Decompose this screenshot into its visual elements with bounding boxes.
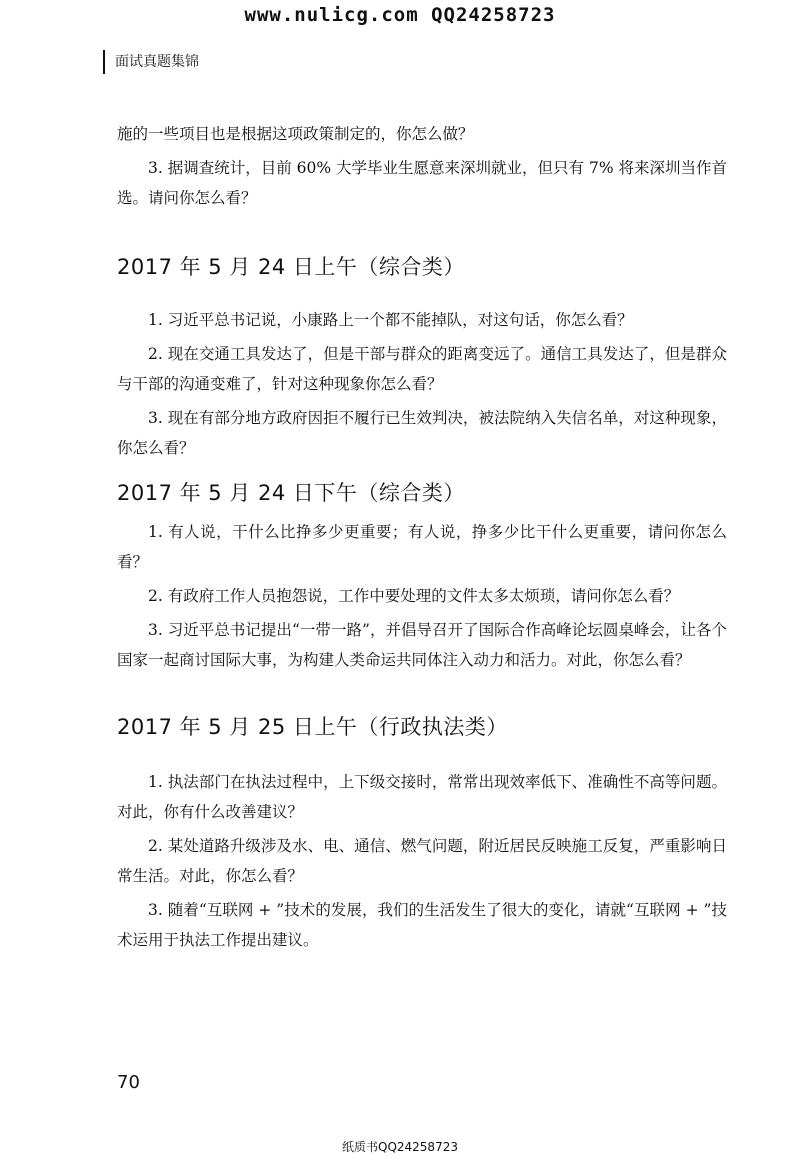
- question-item: 1. 习近平总书记说，小康路上一个都不能掉队，对这句话，你怎么看？: [148, 311, 633, 329]
- question-item: 2. 有政府工作人员抱怨说，工作中要处理的文件太多太烦琐，请问你怎么看？: [148, 587, 680, 605]
- question-item: 1. 有人说，干什么比挣多少更重要；有人说，挣多少比干什么更重要，请问你怎么看？: [117, 523, 727, 571]
- question-item: 3. 随着“互联网 + ”技术的发展，我们的生活发生了很大的变化，请就“互联网 + ”技术运用于执法工作提出建议。: [117, 901, 727, 949]
- question-item: 2. 现在交通工具发达了，但是干部与群众的距离变远了。通信工具发达了，但是群众与干部的沟通变难了，针对这种现象你怎么看？: [117, 345, 727, 393]
- section-heading: 2017 年 5 月 24 日上午（综合类）: [117, 255, 465, 279]
- section-heading: 2017 年 5 月 25 日上午（行政执法类）: [117, 715, 508, 739]
- watermark-header: www.nulicg.com QQ24258723: [244, 4, 556, 26]
- question-item: 1. 执法部门在执法过程中，上下级交接时，常常出现效率低下、准确性不高等问题。对此，你有什么改善建议？: [117, 773, 727, 821]
- question-item: 3. 现在有部分地方政府因拒不履行已生效判决，被法院纳入失信名单，对这种现象，你怎么看？: [117, 409, 727, 457]
- page-number: 70: [117, 1072, 140, 1093]
- running-head: 面试真题集锦: [103, 50, 199, 74]
- section-heading: 2017 年 5 月 24 日下午（综合类）: [117, 481, 465, 505]
- paragraph: 3. 据调查统计，目前 60% 大学毕业生愿意来深圳就业，但只有 7% 将来深圳当作首选。请问你怎么看？: [117, 159, 727, 207]
- page-content: [117, 119, 727, 955]
- question-item: 3. 习近平总书记提出“一带一路”，并倡导召开了国际合作高峰论坛圆桌峰会，让各个国家一起商讨国际大事，为构建人类命运共同体注入动力和活力。对此，你怎么看？: [117, 621, 727, 669]
- question-item: 2. 某处道路升级涉及水、电、通信、燃气问题，附近居民反映施工反复，严重影响日常生活。对此，你怎么看？: [117, 837, 727, 885]
- footer-watermark: 纸质书QQ24258723: [342, 1140, 458, 1154]
- continuation-paragraph: 施的一些项目也是根据这项政策制定的，你怎么做？: [117, 125, 474, 143]
